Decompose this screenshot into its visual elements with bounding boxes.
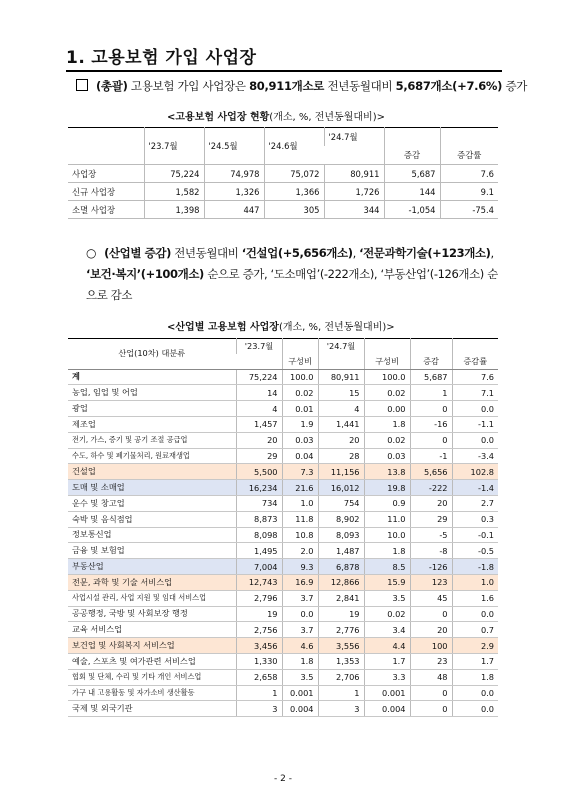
table-row (68, 590, 498, 606)
table-row (68, 495, 498, 511)
summary-text-a: 고용보험 가입 사업장은 (130, 79, 246, 93)
table-cell: 305 (264, 201, 324, 219)
table-cell: 447 (204, 201, 264, 219)
table-cell: 16,012 (318, 480, 364, 496)
table-cell: 10.0 (364, 527, 410, 543)
industry-label: 계 (68, 369, 236, 385)
section-title: 고용보험 가입 사업장 (91, 48, 257, 68)
table-cell: 8,093 (318, 527, 364, 543)
table-row (68, 638, 498, 654)
industry-label: 공공행정, 국방 및 사회보장 행정 (68, 606, 236, 622)
table-cell: 12,866 (318, 574, 364, 590)
table-cell: 0.02 (364, 606, 410, 622)
table2-header-blank (282, 339, 318, 354)
bullet2-highlight2: ‘전문과학기술(+123개소) (359, 246, 491, 260)
table-cell: 7.3 (282, 464, 318, 480)
table-cell: 2.9 (452, 638, 498, 654)
table-cell: 3,456 (236, 638, 282, 654)
table-cell: 3.5 (282, 669, 318, 685)
table-cell: 2.7 (452, 495, 498, 511)
industry-label: 건설업 (68, 464, 236, 480)
table-cell: 75,224 (144, 165, 204, 183)
table1-corner (68, 128, 144, 165)
industry-label: 전문, 과학 및 기술 서비스업 (68, 574, 236, 590)
table-cell: 0.001 (282, 685, 318, 701)
table-row (68, 201, 498, 219)
circle-bullet-icon: ○ (86, 246, 97, 260)
table-cell: 2,706 (318, 669, 364, 685)
table-cell: 2.0 (282, 543, 318, 559)
table-cell: 12,743 (236, 574, 282, 590)
table-cell: 6,878 (318, 559, 364, 575)
table-cell: 8.5 (364, 559, 410, 575)
table-cell: 344 (324, 201, 384, 219)
industry-label: 운수 및 창고업 (68, 495, 236, 511)
table2-caption-rest: (개소, %, 전년동월대비)> (278, 322, 395, 333)
table-row (68, 165, 498, 183)
section-heading (66, 43, 256, 68)
table-cell: 7.1 (452, 385, 498, 401)
table-cell: 80,911 (318, 369, 364, 385)
workplace-status-table (68, 127, 498, 219)
table-cell: 1.0 (282, 495, 318, 511)
table2-header-year2: '24.7월 (318, 339, 364, 354)
table2-subheader-change: 증감 (410, 354, 452, 369)
table-cell: 14 (236, 385, 282, 401)
table-cell: 0 (410, 685, 452, 701)
table1-header (384, 128, 440, 147)
table-row (68, 653, 498, 669)
table-cell: 2,796 (236, 590, 282, 606)
table-cell: 8,098 (236, 527, 282, 543)
table-cell: 3.3 (364, 669, 410, 685)
table-row (68, 606, 498, 622)
table-cell: 0.02 (364, 385, 410, 401)
table-row (68, 527, 498, 543)
table-cell: 3.7 (282, 590, 318, 606)
table-cell: 1,582 (144, 183, 204, 201)
table-cell: 1.8 (364, 543, 410, 559)
summary-text-c: 증가 (505, 79, 528, 93)
table-cell: 0 (410, 401, 452, 417)
table-cell: -1 (410, 448, 452, 464)
table1-header (440, 128, 498, 147)
table-cell: 1,366 (264, 183, 324, 201)
table-cell: 16,234 (236, 480, 282, 496)
table-row (68, 511, 498, 527)
table2-header-blank (364, 339, 410, 354)
table-cell: 4 (236, 401, 282, 417)
table1-caption-rest: (개소, %, 전년동월대비)> (269, 112, 385, 123)
table-cell: 74,978 (204, 165, 264, 183)
table2-header-blank (410, 339, 452, 354)
industry-label: 가구 내 고용활동 및 자가소비 생산활동 (68, 685, 236, 701)
table-cell: 20 (410, 622, 452, 638)
heading-rule (66, 70, 502, 72)
table1-header: '24.5월 (204, 128, 264, 165)
table-cell: 0.004 (282, 701, 318, 717)
table-row (68, 559, 498, 575)
table-cell: 3 (318, 701, 364, 717)
table-row (68, 416, 498, 432)
table-cell: 0.3 (452, 511, 498, 527)
table-cell: 20 (410, 495, 452, 511)
table-row (68, 448, 498, 464)
table2-subheader-rate: 증감률 (452, 354, 498, 369)
table-cell: 0.0 (452, 432, 498, 448)
table-cell: -1.4 (452, 480, 498, 496)
table-cell: 5,500 (236, 464, 282, 480)
table-cell: 80,911 (324, 165, 384, 183)
table-cell: 15.9 (364, 574, 410, 590)
table-cell: -222 (410, 480, 452, 496)
industry-label: 제조업 (68, 416, 236, 432)
table-cell: 1 (410, 385, 452, 401)
table-cell: -1,054 (384, 201, 440, 219)
industry-label: 국제 및 외국기관 (68, 701, 236, 717)
table2-header-blank (318, 354, 364, 369)
table-cell: 5,687 (410, 369, 452, 385)
table-cell: 20 (236, 432, 282, 448)
summary-value-a: 80,911개소로 (249, 79, 325, 93)
industry-label: 전기, 가스, 증기 및 공기 조절 공급업 (68, 432, 236, 448)
table-cell: 3.4 (364, 622, 410, 638)
table-cell: 8,873 (236, 511, 282, 527)
table-cell: 4.4 (364, 638, 410, 654)
table2-subheader-ratio1: 구성비 (282, 354, 318, 369)
table1-header: '24.7월 (324, 128, 384, 147)
industry-label: 금융 및 보험업 (68, 543, 236, 559)
table-cell: 1.8 (364, 416, 410, 432)
table-cell: 1.8 (282, 653, 318, 669)
table-cell: 100.0 (364, 369, 410, 385)
industry-label: 농업, 임업 및 어업 (68, 385, 236, 401)
table-cell: -16 (410, 416, 452, 432)
table1-subheader: 증감률 (440, 146, 498, 165)
table-cell: -1.8 (452, 559, 498, 575)
table-cell: -0.5 (452, 543, 498, 559)
table-cell: 15 (318, 385, 364, 401)
table2-header-industry: 산업(10차) 대분류 (68, 339, 236, 370)
table-cell: 100 (410, 638, 452, 654)
table-cell: 1.9 (282, 416, 318, 432)
table2-header-blank (452, 339, 498, 354)
table-cell: 3,556 (318, 638, 364, 654)
table-cell: 75,072 (264, 165, 324, 183)
table-cell: 0.0 (282, 606, 318, 622)
table-cell: 0 (410, 432, 452, 448)
table-cell: 2,776 (318, 622, 364, 638)
table-cell: -5 (410, 527, 452, 543)
table-cell: 0.00 (364, 401, 410, 417)
table-cell: 0.004 (364, 701, 410, 717)
table-cell: 100.0 (282, 369, 318, 385)
table-cell: 0.0 (452, 685, 498, 701)
table-cell: 1,398 (144, 201, 204, 219)
bullet2-separator: , (490, 246, 494, 260)
table-cell: 1,487 (318, 543, 364, 559)
table-cell: -3.4 (452, 448, 498, 464)
table-cell: 123 (410, 574, 452, 590)
summary-line (76, 78, 527, 94)
table-cell: 0.7 (452, 622, 498, 638)
table-row (68, 369, 498, 385)
checkbox-square-icon (76, 79, 88, 91)
table-cell: 4 (318, 401, 364, 417)
table-cell: 102.8 (452, 464, 498, 480)
table-cell: 0.01 (282, 401, 318, 417)
industry-label: 부동산업 (68, 559, 236, 575)
table-cell: 144 (384, 183, 440, 201)
table-cell: 3 (236, 701, 282, 717)
table-cell: 0.0 (452, 401, 498, 417)
table-cell: 9.1 (440, 183, 498, 201)
table-cell: -0.1 (452, 527, 498, 543)
table-row (68, 401, 498, 417)
table1-caption-bold: <고용보험 사업장 현황 (167, 112, 270, 123)
table-cell: 1.0 (452, 574, 498, 590)
table-cell: 0 (410, 701, 452, 717)
table-row (68, 464, 498, 480)
table1-header-empty (324, 146, 384, 165)
table-cell: 11.8 (282, 511, 318, 527)
table-cell: 29 (410, 511, 452, 527)
table-cell: 1,457 (236, 416, 282, 432)
table-cell: 3.7 (282, 622, 318, 638)
table-cell: 7,004 (236, 559, 282, 575)
table-cell: 0.04 (282, 448, 318, 464)
table1-header: '24.6월 (264, 128, 324, 165)
table-cell: 0 (410, 606, 452, 622)
industry-label: 광업 (68, 401, 236, 417)
table-row (68, 669, 498, 685)
table-cell: 9.3 (282, 559, 318, 575)
table-cell: 7.6 (452, 369, 498, 385)
table2-caption (167, 318, 395, 333)
table-cell: 0.9 (364, 495, 410, 511)
table-cell: 11,156 (318, 464, 364, 480)
table-cell: 1.7 (452, 653, 498, 669)
table-cell: 11.0 (364, 511, 410, 527)
table1-header: '23.7월 (144, 128, 204, 165)
table-row (68, 685, 498, 701)
table-cell: 0.02 (282, 385, 318, 401)
table-cell: 1.7 (364, 653, 410, 669)
table-row (68, 385, 498, 401)
table-cell: -8 (410, 543, 452, 559)
table-cell: 1,330 (236, 653, 282, 669)
table-cell: 19 (236, 606, 282, 622)
table-cell: 8,902 (318, 511, 364, 527)
table-cell: 13.8 (364, 464, 410, 480)
table-cell: 0.02 (364, 432, 410, 448)
table-cell: 28 (318, 448, 364, 464)
table-cell: 1,726 (324, 183, 384, 201)
table-cell: 1,326 (204, 183, 264, 201)
section-number: 1. (66, 48, 86, 68)
table-cell: 1,353 (318, 653, 364, 669)
table-cell: 0.0 (452, 606, 498, 622)
table-row (68, 574, 498, 590)
table-row (68, 183, 498, 201)
industry-label: 숙박 및 음식점업 (68, 511, 236, 527)
summary-value-b: 5,687개소(+7.6%) (395, 79, 503, 93)
bullet2-text2: 순으로 증가, ‘도소매업’(-222개소), ‘부동산업’(-126개소) 순으로 감소 (86, 267, 498, 302)
summary-text-b: 전년동월대비 (327, 79, 393, 93)
table-cell: 4.6 (282, 638, 318, 654)
table-cell: -1.1 (452, 416, 498, 432)
table-cell: 16.9 (282, 574, 318, 590)
table-cell: 48 (410, 669, 452, 685)
table-cell: 21.6 (282, 480, 318, 496)
table-cell: 0.03 (364, 448, 410, 464)
industry-label: 정보통신업 (68, 527, 236, 543)
table-cell: 0.001 (364, 685, 410, 701)
table-cell: 0.0 (452, 701, 498, 717)
table-cell: 19.8 (364, 480, 410, 496)
industry-label: 교육 서비스업 (68, 622, 236, 638)
industry-label: 보건업 및 사회복지 서비스업 (68, 638, 236, 654)
industry-label: 도매 및 소매업 (68, 480, 236, 496)
bullet2-lead: (산업별 증감) (104, 246, 171, 260)
table-cell: 29 (236, 448, 282, 464)
row-label: 신규 사업장 (68, 183, 144, 201)
table-cell: 1 (236, 685, 282, 701)
table2-subheader-ratio2: 구성비 (364, 354, 410, 369)
table-cell: 3.5 (364, 590, 410, 606)
table-cell: -126 (410, 559, 452, 575)
table2-header-year1: '23.7월 (236, 339, 282, 354)
page-number: - 2 - (274, 774, 292, 784)
table2-header-blank (236, 354, 282, 369)
table-row (68, 701, 498, 717)
table-cell: 5,656 (410, 464, 452, 480)
table-cell: 5,687 (384, 165, 440, 183)
industry-label: 예술, 스포츠 및 여가관련 서비스업 (68, 653, 236, 669)
industry-label: 협회 및 단체, 수리 및 기타 개인 서비스업 (68, 669, 236, 685)
industry-label: 사업시설 관리, 사업 지원 및 임대 서비스업 (68, 590, 236, 606)
table-cell: 10.8 (282, 527, 318, 543)
table1-subheader: 증감 (384, 146, 440, 165)
industry-change-paragraph (86, 243, 506, 306)
table-cell: 7.6 (440, 165, 498, 183)
bullet2-highlight3: ‘보건·복지’(+100개소) (86, 267, 204, 281)
table-cell: 20 (318, 432, 364, 448)
table-cell: 1.8 (452, 669, 498, 685)
table-row (68, 432, 498, 448)
table-cell: 2,658 (236, 669, 282, 685)
industry-label: 수도, 하수 및 폐기물처리, 원료재생업 (68, 448, 236, 464)
bullet2-text1: 전년동월대비 (174, 246, 239, 260)
bullet2-separator: , (352, 246, 360, 260)
table-cell: 19 (318, 606, 364, 622)
table-cell: 2,841 (318, 590, 364, 606)
table-cell: 75,224 (236, 369, 282, 385)
bullet2-highlight1: ‘건설업(+5,656개소) (241, 246, 353, 260)
table-cell: 1,495 (236, 543, 282, 559)
table-cell: -75.4 (440, 201, 498, 219)
table-cell: 23 (410, 653, 452, 669)
table-row (68, 622, 498, 638)
table-cell: 2,756 (236, 622, 282, 638)
row-label: 소멸 사업장 (68, 201, 144, 219)
table-cell: 1.6 (452, 590, 498, 606)
table1-caption (167, 108, 385, 123)
row-label: 사업장 (68, 165, 144, 183)
table-cell: 1 (318, 685, 364, 701)
table-cell: 0.03 (282, 432, 318, 448)
table2-caption-bold: <산업별 고용보험 사업장 (167, 322, 279, 333)
table-row (68, 543, 498, 559)
table-row (68, 480, 498, 496)
table-cell: 754 (318, 495, 364, 511)
table-cell: 1,441 (318, 416, 364, 432)
summary-label: (총괄) (96, 79, 128, 93)
table-cell: 734 (236, 495, 282, 511)
table-cell: 45 (410, 590, 452, 606)
industry-workplace-table (68, 338, 498, 717)
